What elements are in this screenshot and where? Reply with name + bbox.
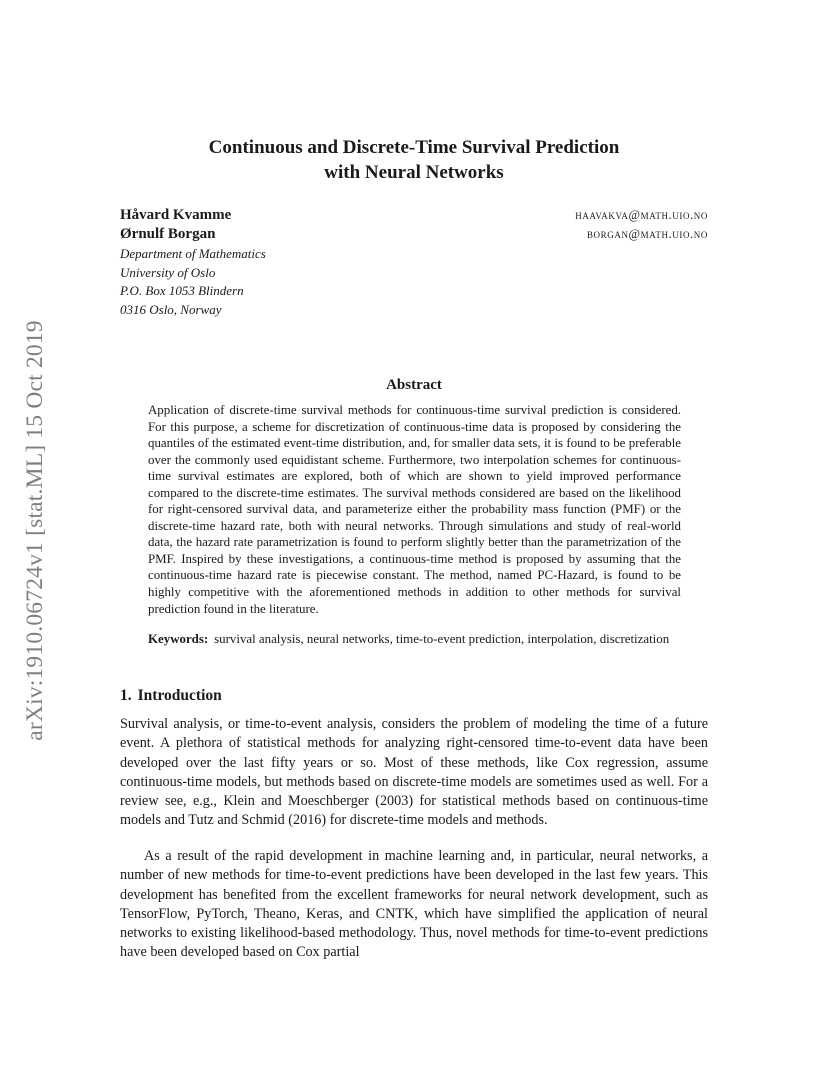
abstract-heading: Abstract (386, 377, 442, 393)
affiliation-line: P.O. Box 1053 Blindern (120, 283, 244, 298)
intro-paragraph-1: Survival analysis, or time-to-event analysis, considers the problem of modeling the time of a future event. A plethora of statistical methods for analyzing right-censored time-to-event data have been developed over the last fifty years or so. Most of these methods, like Cox regression, assume continuous-time models, but methods based on discrete-time models are sometimes used as well. For a review see, e.g., Klein and Moeschberger (2003) for statistical methods based on continuous-time models and Tutz and Schmid (2016) for discrete-time models and methods. (120, 716, 708, 829)
affiliation-line: 0316 Oslo, Norway (120, 301, 222, 317)
author-email: haavakva@math.uio.no (575, 208, 708, 222)
author-name: Ørnulf Borgan (120, 226, 216, 242)
author-row (120, 207, 708, 226)
section-heading-introduction (120, 687, 222, 705)
author-email: borgan@math.uio.no (586, 227, 708, 241)
arxiv-id: arXiv:1910.06724v1 [stat.ML] 15 Oct 2019 (21, 319, 48, 741)
author-name: Håvard Kvamme (120, 207, 232, 223)
title-line-2: with Neural Networks (324, 162, 504, 183)
affiliation-line: Department of Mathematics (120, 246, 266, 261)
title-line-1: Continuous and Discrete-Time Survival Prediction (208, 137, 620, 158)
keywords-label: Keywords: (148, 632, 209, 646)
abstract-text: Application of discrete-time survival methods for continuous-time survival prediction is considered. For this purpose, a scheme for discretization of continuous-time data is proposed by considering the quantiles of the estimated event-time distribution, and, for smaller data sets, it is found to be preferable over the commonly used equidistant scheme. Furthermore, two interpolation schemes for continuous-time survival estimates are explored, both of which are shown to yield improved performance compared to the discrete-time estimates. The survival methods considered are based on the likelihood for right-censored survival data, and parameterize either the probability mass function (PMF) or the discrete-time hazard rate, both with neural networks. Through simulations and study of real-world data, the hazard rate parametrization is found to perform slightly better than the parametrization of the PMF. Inspired by these investigations, a continuous-time method is proposed by assuming that the continuous-time hazard rate is piecewise constant. The method, named PC-Hazard, is found to be highly competitive with the aforementioned methods in addition to other methods for survival prediction found in the literature. (148, 403, 681, 616)
keywords-list: survival analysis, neural networks, time-to-event prediction, interpolation, discretization (214, 632, 670, 646)
keywords (148, 631, 681, 648)
author-row (120, 226, 708, 245)
paper-title (120, 135, 708, 185)
arxiv-stamp (20, 285, 50, 775)
affiliation-line: University of Oslo (120, 264, 216, 280)
author-block (120, 207, 708, 319)
section-number: 1. (120, 687, 132, 704)
intro-paragraph-2: As a result of the rapid development in machine learning and, in particular, neural networks, a number of new methods for time-to-event predictions have been developed in the last few years. This development has benefited from the excellent frameworks for neural network development, such as TensorFlow, PyTorch, Theano, Keras, and CNTK, which have simplified the application of neural networks to existing likelihood-based methodology. Thus, novel methods for time-to-event predictions have been developed based on Cox partial (120, 848, 708, 961)
section-title: Introduction (137, 687, 222, 704)
